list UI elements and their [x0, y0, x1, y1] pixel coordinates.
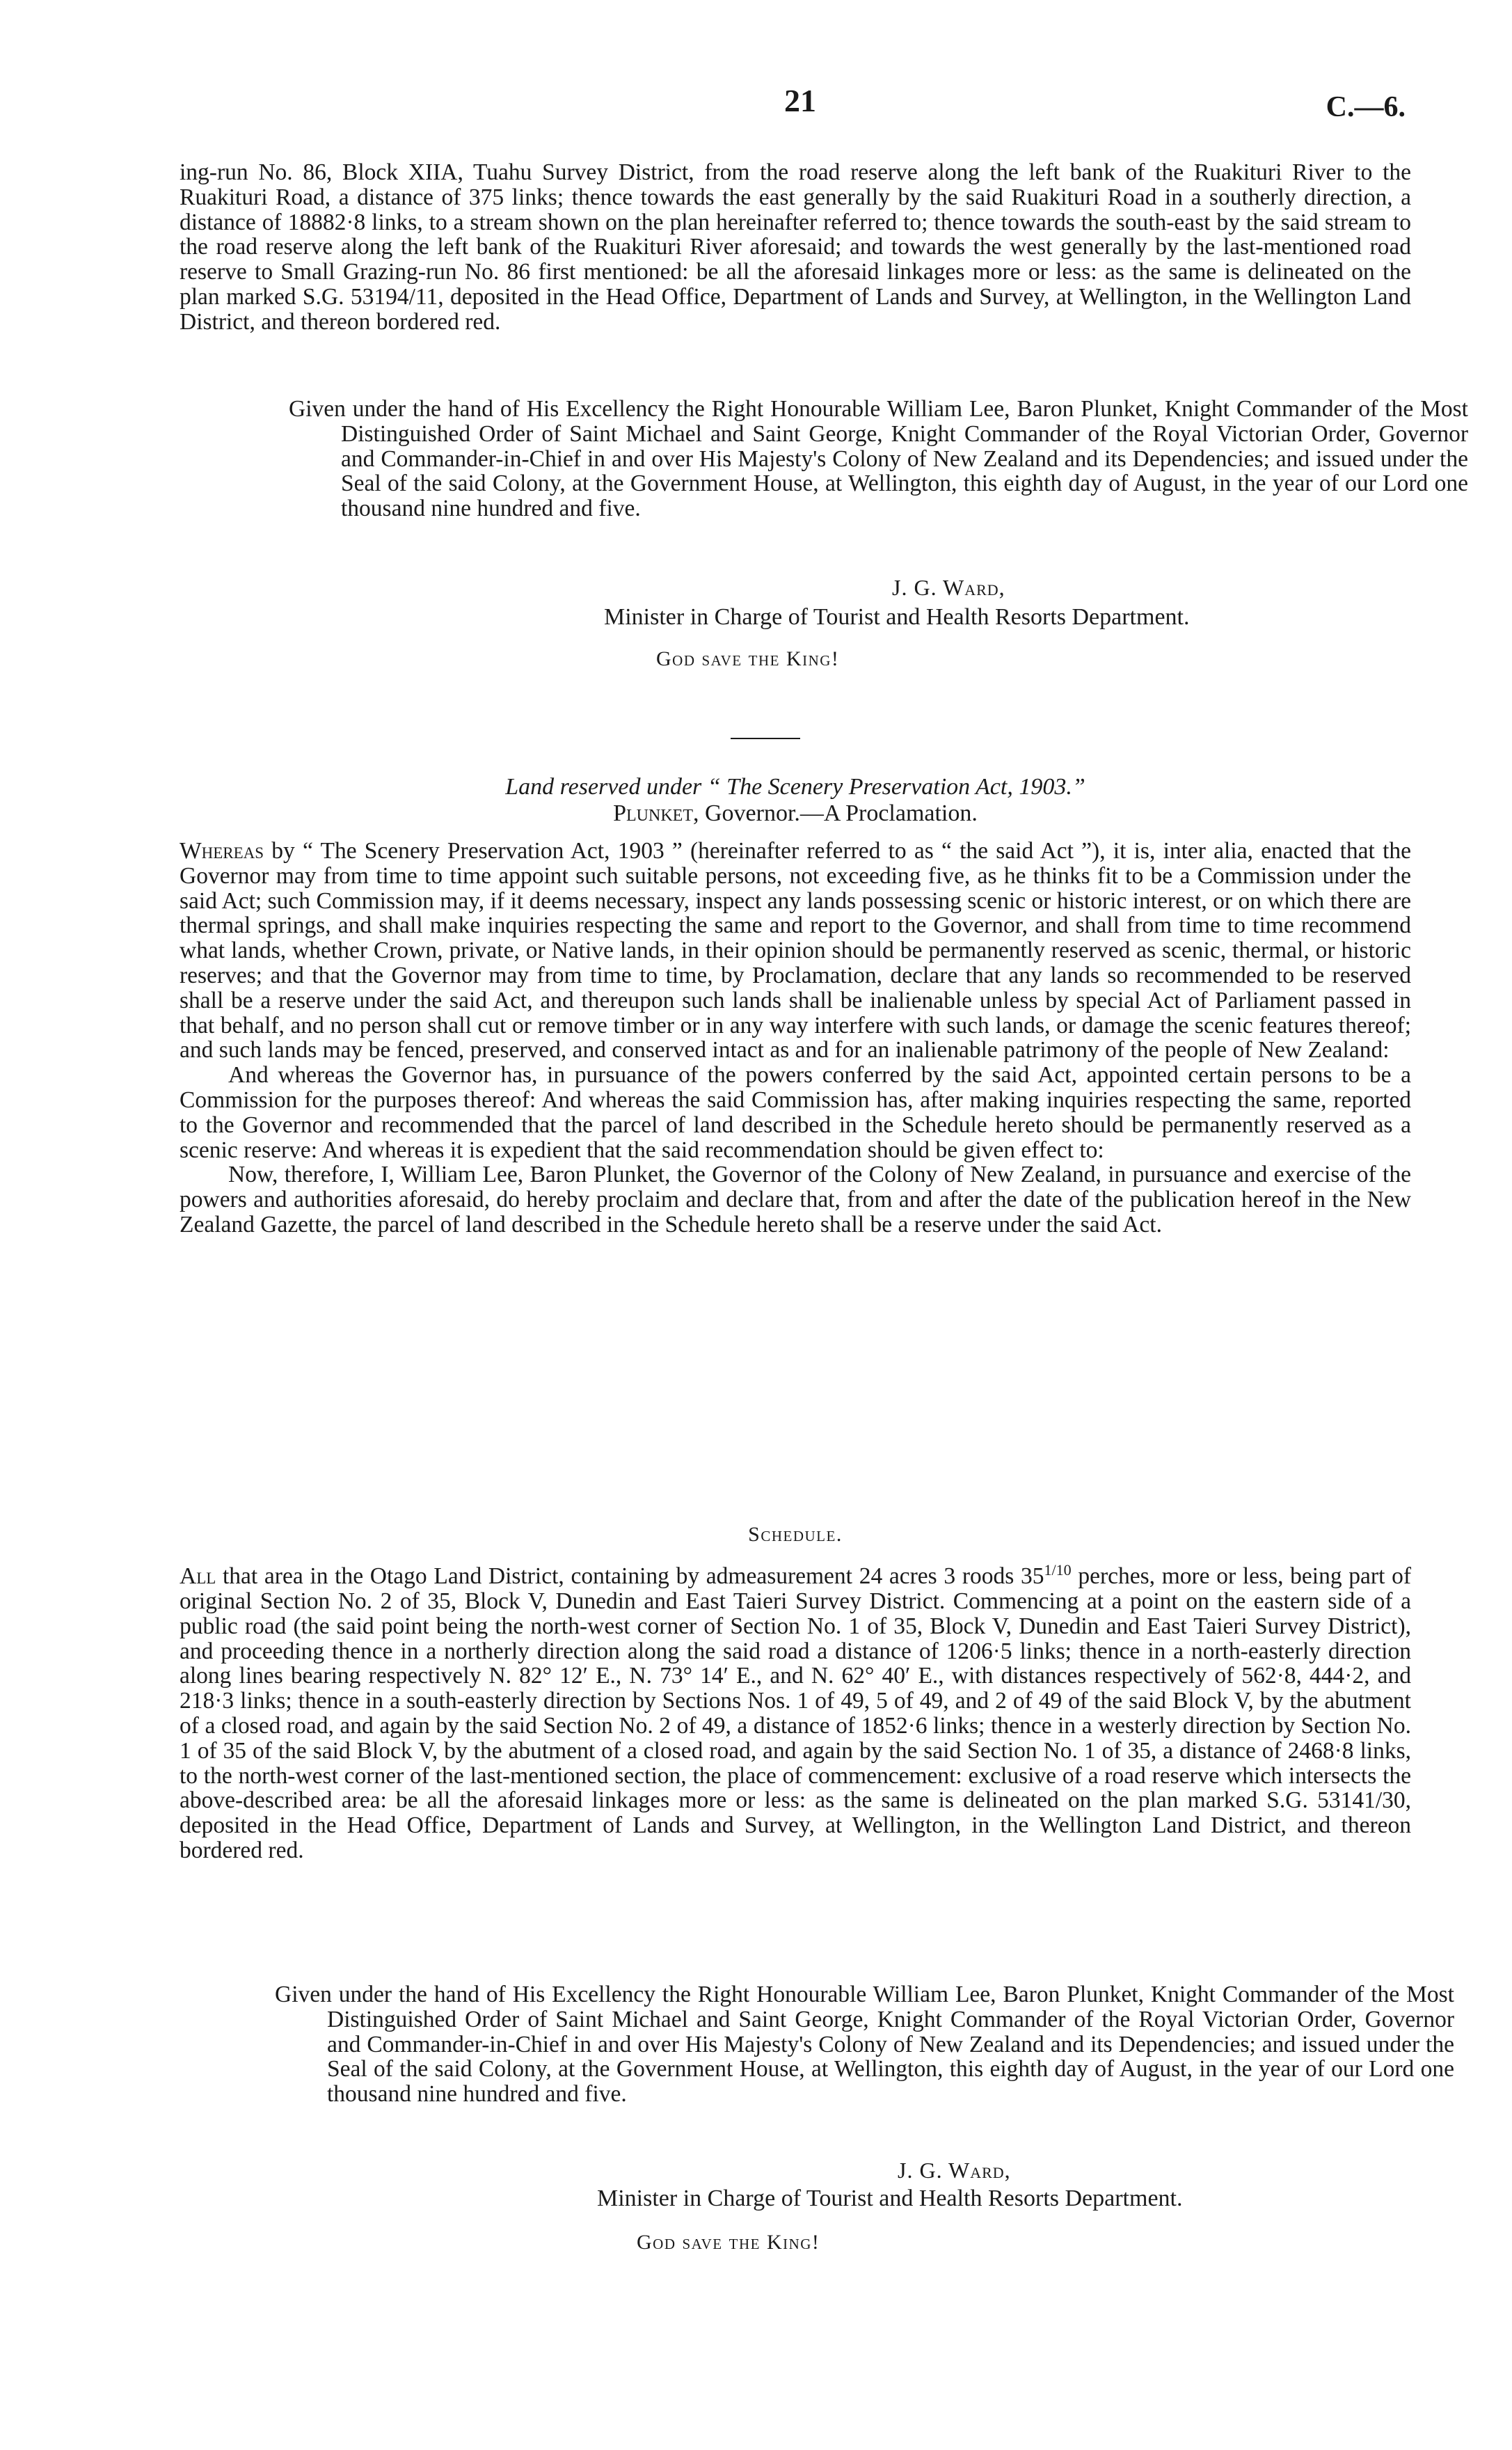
- proclamation-subtitle: [180, 800, 1411, 827]
- whereas-lead: Whereas: [180, 838, 264, 864]
- signatory-title-1: Minister in Charge of Tourist and Health Resorts Department.: [604, 604, 1190, 630]
- proclamation-subtitle-rest: , Governor.—A Proclamation.: [693, 800, 978, 826]
- schedule-text-b: perches, more or less, being part of original Section No. 2 of 35, Block V, Dunedin and East Taieri Survey District. Commencing at a point on the eastern side of a public road (the said point being the north-west corner of Section No. 1 of 35, Block V, Dunedin and East Taieri Survey District), and proceeding thence in a northerly direction along the said road a distance of 1206·5 links; thence in a north-easterly direction along lines bearing respectively N. 82° 12′ E., N. 73° 14′ E., and N. 62° 40′ E., with distances respectively of 562·8, 444·2, and 218·3 links; thence in a south-easterly direction by Sections Nos. 1 of 49, 5 of 49, and 2 of 49 of the said Block V, by the abutment of a closed road, and again by the said Section No. 2 of 49, a distance of 1852·6 links; thence in a westerly direction by Section No. 1 of 35 of the said Block V, by the abutment of a closed road, and again by the said Section No. 1 of 35, a distance of 2468·8 links, to the north-west corner of the last-mentioned section, the place of commencement: exclusive of a road reserve which intersects the above-described area: be all the aforesaid linkages more or less: as the same is delineated on the plan marked S.G. 53141/30, deposited in the Head Office, Department of Lands and Survey, at Wellington, in the Wellington Land District, and thereon bordered red.: [180, 1563, 1411, 1863]
- god-save-the-king-2: God save the King!: [637, 2231, 820, 2254]
- god-save-the-king-1: God save the King!: [656, 647, 840, 670]
- proclamation-title: Land reserved under “ The Scenery Preservation Act, 1903.”: [505, 774, 1085, 800]
- whereas-text: by “ The Scenery Preservation Act, 1903 ” (hereinafter referred to as “ the said Act ”), it is, inter alia, enacted that the Governor may from time to time appoint such suitable persons, not exceeding five, as he thinks fit to be a Commission under the said Act; such Commission may, if it deems necessary, inspect any lands possessing scenic or historic interest, or on which there are thermal springs, and shall make inquiries respecting the same and report to the Governor, and shall from time to time recommend what lands, whether Crown, private, or Native lands, in their opinion should be permanently reserved as scenic, thermal, or historic reserves; and that the Governor may from time to time, by Proclamation, declare that any lands so recommended to be reserved shall be a reserve under the said Act, and thereupon such lands shall be inalienable unless by special Act of Parliament passed in that behalf, and no person shall cut or remove timber or in any way interfere with such lands, or damage the scenic features thereof; and such lands may be fenced, preserved, and conserved intact as and for an inalienable patrimony of the people of New Zealand:: [180, 838, 1411, 1064]
- given-under-hand-1: Given under the hand of His Excellency the Right Honourable William Lee, Baron Plunket, Knight Commander of the Most Distinguished Order of Saint Michael and Saint George, Knight Commander of the Royal Victorian Order, Governor and Commander-in-Chief in and over His Majesty's Colony of New Zealand and its Dependencies; and issued under the Seal of the said Colony, at the Government House, at Wellington, this eighth day of August, in the year of our Lord one thousand nine hundred and five.: [289, 396, 1468, 522]
- schedule-paragraph: [180, 1558, 1411, 1863]
- page-number: 21: [784, 83, 816, 118]
- schedule-lead: All: [180, 1563, 216, 1590]
- schedule-heading: Schedule.: [748, 1523, 843, 1546]
- continuation-text: ing-run No. 86, Block XIIA, Tuahu Survey District, from the road reserve along the left bank of the Ruakituri River to the Ruakituri Road, a distance of 375 links; thence towards the east generally by the said Ruakituri Road in a southerly direction, a distance of 18882·8 links, to a stream shown on the plan hereinafter referred to; thence towards the south-east by the said stream to the road reserve along the left bank of the Ruakituri River aforesaid; and towards the west generally by the last-mentioned road reserve to Small Grazing-run No. 86 first mentioned: be all the aforesaid linkages more or less: as the same is delineated on the plan marked S.G. 53194/11, deposited in the Head Office, Department of Lands and Survey, at Wellington, in the Wellington Land District, and thereon bordered red.: [180, 159, 1411, 335]
- signatory-name-2: J. G. Ward,: [898, 2158, 1011, 2183]
- schedule-body: [180, 1558, 1411, 1863]
- signatory-name-1: J. G. Ward,: [892, 575, 1005, 600]
- now-therefore-paragraph: Now, therefore, I, William Lee, Baron Plunket, the Governor of the Colony of New Zealand, in pursuance and exercise of the powers and authorities aforesaid, do hereby proclaim and declare that, from and after the date of the publication hereof in the New Zealand Gazette, the parcel of land described in the Schedule hereto shall be a reserve under the said Act.: [180, 1162, 1411, 1238]
- given-under-hand-2: Given under the hand of His Excellency the Right Honourable William Lee, Baron Plunket, Knight Commander of the Most Distinguished Order of Saint Michael and Saint George, Knight Commander of the Royal Victorian Order, Governor and Commander-in-Chief in and over His Majesty's Colony of New Zealand and its Dependencies; and issued under the Seal of the said Colony, at the Government House, at Wellington, this eighth day of August, in the year of our Lord one thousand nine hundred and five.: [275, 1982, 1454, 2108]
- signatory-title-2: Minister in Charge of Tourist and Health Resorts Department.: [597, 2186, 1183, 2211]
- document-code: C.—6.: [1326, 91, 1406, 123]
- proclamation-body: [180, 839, 1411, 1238]
- whereas-paragraph: [180, 839, 1411, 1063]
- governor-name: Plunket: [613, 800, 693, 826]
- schedule-text-a: that area in the Otago Land District, containing by admeasurement 24 acres 3 roods 35: [216, 1563, 1044, 1590]
- schedule-fraction: 1/10: [1044, 1561, 1072, 1579]
- and-whereas-paragraph: And whereas the Governor has, in pursuance of the powers conferred by the said Act, appointed certain persons to be a Commission for the purposes thereof: And whereas the said Commission has, after making inquiries respecting the same, reported to the Governor and recommended that the parcel of land described in the Schedule hereto should be permanently reserved as a scenic reserve: And whereas it is expedient that the said recommendation should be given effect to:: [180, 1062, 1411, 1163]
- section-divider: [731, 738, 800, 739]
- continuation-paragraph: [180, 160, 1411, 335]
